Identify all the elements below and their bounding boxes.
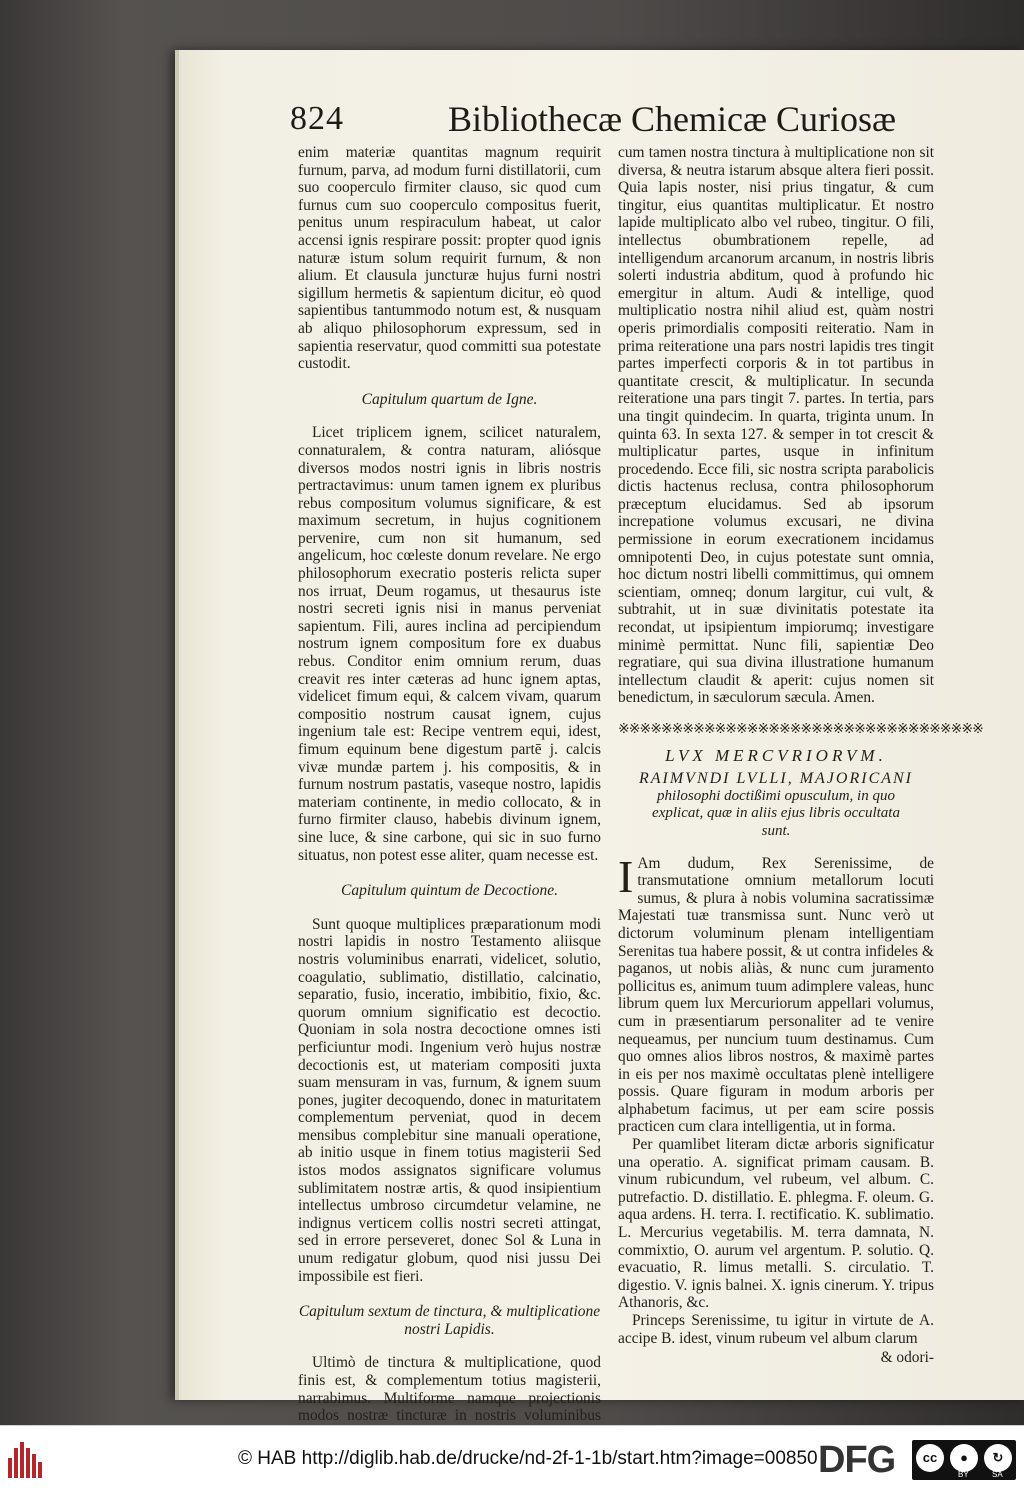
viewer-footer — [0, 1425, 1024, 1494]
dfg-logo[interactable]: DFG — [818, 1439, 896, 1481]
section-description: philosophi doctißimi opusculum, in quo explicat, quæ in aliis ejus libris occultata sunt. — [652, 787, 900, 839]
chapter-4-paragraph: Licet triplicem ignem, scilicet naturalem, connaturalem, & contra naturam, aliósque diversos modos nostri ignis in libris nostris pertractavimus: unum tamen ignem ex pluribus rebus compositum volumus significare, & est maximum secretum, in hujus cognitionem pervenire, cum non sit humanum, sed angelicum, hoc cœleste donum revelare. Ne ergo philosophorum execratio posteris relicta super nos irruat, Deum rogamus, ut thesaurus iste nostri secreti ignis nisi in manus perveniat sapientum. Fili, aures inclina ad percipiendum nostrum ignem compositum fore ex duabus rebus. Conditor enim omnium rerum, duas creavit res inter cæteras ad hunc ignem aptas, videlicet fimum equi, & calcem vivam, quarum compositio nostrum causat ignem, cujus ingenium tale est: Recipe ventrem equi, idest, fimum equinum bene digestum partē j. calcis vivæ mundæ partem j. his compositis, & in furnum nostrum pastatis, vaseque nostro, lapidis materiam continente, in medio collocato, & in furno firmiter clauso, habebis divinum ignem, sine luce, & sine carbone, qui sic in suo furno situatus, non potest esse aliter, quam necesse est. — [298, 424, 601, 864]
section-paragraph-2: Per quamlibet literam dictæ arboris significatur una operatio. A. significat primam causam. B. vinum rubicundum, vel rubeum, vel album. C. putrefactio. D. distillatio. E. phlegma. F. oleum. G. aqua ardens. H. terra. I. rectificatio. K. sublimatio. L. Mercurius vegetabilis. M. terra damnata, N. commixtio, O. aurum vel argentum. P. solutio. Q. evacuatio, R. limus metalli. S. circulatio. T. digestio. V. ignis balnei. X. ignis cinerum. Y. tripus Athanoris, &c. — [618, 1136, 934, 1312]
section-author: RAIMVNDI LVLLI, MAJORICANI — [638, 770, 914, 788]
hab-library-logo-icon[interactable] — [8, 1442, 42, 1478]
chapter-heading-6: Capitulum sextum de tinctura, & multiplicatione nostri Lapidis. — [298, 1303, 601, 1338]
left-column — [298, 144, 601, 1442]
chapter-5-paragraph: Sunt quoque multiplices præparationum modi nostri lapidis in nostro Testamento aliisque nostris voluminibus enarrati, videlicet, solutio, coagulatio, sublimatio, distillatio, calcinatio, separatio, fusio, inceratio, imbibitio, fixio, &c. quorum omnium significatio est decoctio. Quoniam in sola nostra decoctione omnes isti perficiuntur modi. Ingenium verò hujus nostræ decoctionis est, ut materiam compositi juxta suam mensuram in vas, furnum, & ignem suum pones, jugiter decoquendo, donec in maturitatem complementum perveniat, quod in decem mensibus complebitur sine manuali operatione, ab initio usque in finem totius magisterii Sed istos modos assignatos significare volumus sublimitatem nostræ artis, & quod insipientium intellectus umbroso circumdetur velamine, ne indignus verticem collis nostri secreti attingat, sed in errore perseveret, donec Sol & Luna in unum redigatur globum, quod nisi jussu Dei impossibile est fieri. — [298, 915, 601, 1285]
chapter-heading-4: Capitulum quartum de Igne. — [361, 390, 538, 408]
right-continuation-paragraph: cum tamen nostra tinctura à multiplicatione non sit diversa, & neutra istarum absque altera fieri possit. Quia lapis noster, nisi prius tingatur, & cum tingitur, eius quantitas multiplicatur. Et nostro lapide multiplicato albo vel rubeo, tingitur. O fili, intellectus obumbrationem repelle, ad intelligendum arcanorum arcanum, in nostris libris solerti industria abditum, quod à profundo hic emergitur in altum. Audi & intellige, quod multiplicatio nostra nihil aliud est, quàm nostri operis primordialis compositi reiteratio. Nam in prima reiteratione una pars nostri lapidis tres tingit partes imperfecti corporis & in tot partibus in quantitate crescit, & multiplicatur. In secunda reiteratione una pars tingit 7. partes. In tertia, pars una tingit quindecim. In quarta, triginta unum. In quinta 63. In sexta 127. & semper in tot crescit & multiplicatur partes, usque in infinitum procedendo. Ecce fili, sic nostra scripta parabolicis dictis hactenus reclusa, contra philosophorum præceptum elucidamus. Sed ab ipsorum increpatione volumus excusari, ne divina permissione in eorum execrationem incidamus omnipotenti Deo, in cujus potestate sunt omnia, hoc dictum nostri libelli committimus, qui omnem scientiam, omneq; donum largitur, cui vult, & subtrahit, ut in suæ divinitatis potestate ita recondat, ut ipsipientum impiorumq; investigare minimè permittat. Nunc fili, sapientiæ Deo regratiare, qui sua divina illustratione humanum intellectum claudit & aperit: cujus nomen sit benedictum, in sæculorum sæcula. Amen. — [618, 144, 934, 707]
chapter-heading-5: Capitulum quintum de Decoctione. — [341, 882, 558, 900]
right-column — [618, 144, 983, 1367]
copyright-url-link[interactable]: © HAB http://diglib.hab.de/drucke/nd-2f-1-1b/start.htm?image=00850 — [238, 1448, 818, 1469]
section-paragraph-1: IAm dudum, Rex Serenissime, de transmutatione omnium metallorum locuti sumus, & plura à nobis volumina sacratissimæ Majestati tuæ transmissa sunt. Nunc verò ut dictorum voluminum plenam intelligentiam Serenitas tua habere possit, & ut contra infideles & paganos, ut nobis aliàs, & nunc cum juramento pollicitus es, animum tuum adimplere valeas, hunc librum quem lux Mercuriorum appellari volumus, cum in præsentiarum personaliter ad te venire nequeamus, per nuncium tuum destinamus. Cum quo omnes alios libros nostros, & maximè partes in eis per nos maximè occultatas plenè intelligere possis. Quare figuram in modum arboris per alphabetum facimus, ut per eam scire possis practicen cum clara intelligentia, ut in forma. — [618, 850, 934, 1136]
left-opening-paragraph: enim materiæ quantitas magnum requirit furnum, parva, ad modum furni distillatorii, cum suo cooperculo firmiter clauso, sic quod cum furnus cum suo cooperculo compositus fuerit, penitus unum respiraculum habeat, ut calor accensi ignis respirare possit: propter quod ignis naturæ istum solum requirit furnum, & non alium. Et clausula juncturæ hujus furni nostri sigillum hermetis & sapientum dicitur, eò quod sapientibus tantummodo notum est, & nusquam ab aliquo philosophorum expressum, sed in sapientia reservatur, quod committi sua potestate custodit. — [298, 144, 601, 373]
running-title: Bibliothecæ Chemicæ Curiosæ — [448, 99, 896, 139]
ornamental-divider: ※※※※※※※※※※※※※※※※※※※※※※※※※※※※※※※※※※ — [618, 722, 983, 737]
license-by-label: BY — [958, 1470, 969, 1479]
catchword: & odori- — [880, 1349, 934, 1367]
creative-commons-license-badge[interactable] — [912, 1440, 1016, 1480]
license-sa-label: SA — [992, 1470, 1003, 1479]
section-paragraph-3: Princeps Serenissime, tu igitur in virtute de A. accipe B. idest, vinum rubeum vel album clarum — [618, 1312, 934, 1347]
section-title: LVX MERCVRIORVM. — [665, 745, 887, 765]
cc-icon: cc — [916, 1444, 944, 1472]
chapter-6-paragraph: Ultimò de tinctura & multiplicatione, quod finis est, & complementum totius magisterii, narrabimus. Multiforme namque projectionis modos nostræ tincturæ in nostris voluminibus — [298, 1354, 601, 1425]
page-gutter-edge — [175, 50, 179, 1400]
share-alike-icon: ↻ — [984, 1444, 1012, 1472]
attribution-icon: ● — [950, 1444, 978, 1472]
page-number: 824 — [290, 100, 344, 137]
page-header — [290, 94, 950, 150]
